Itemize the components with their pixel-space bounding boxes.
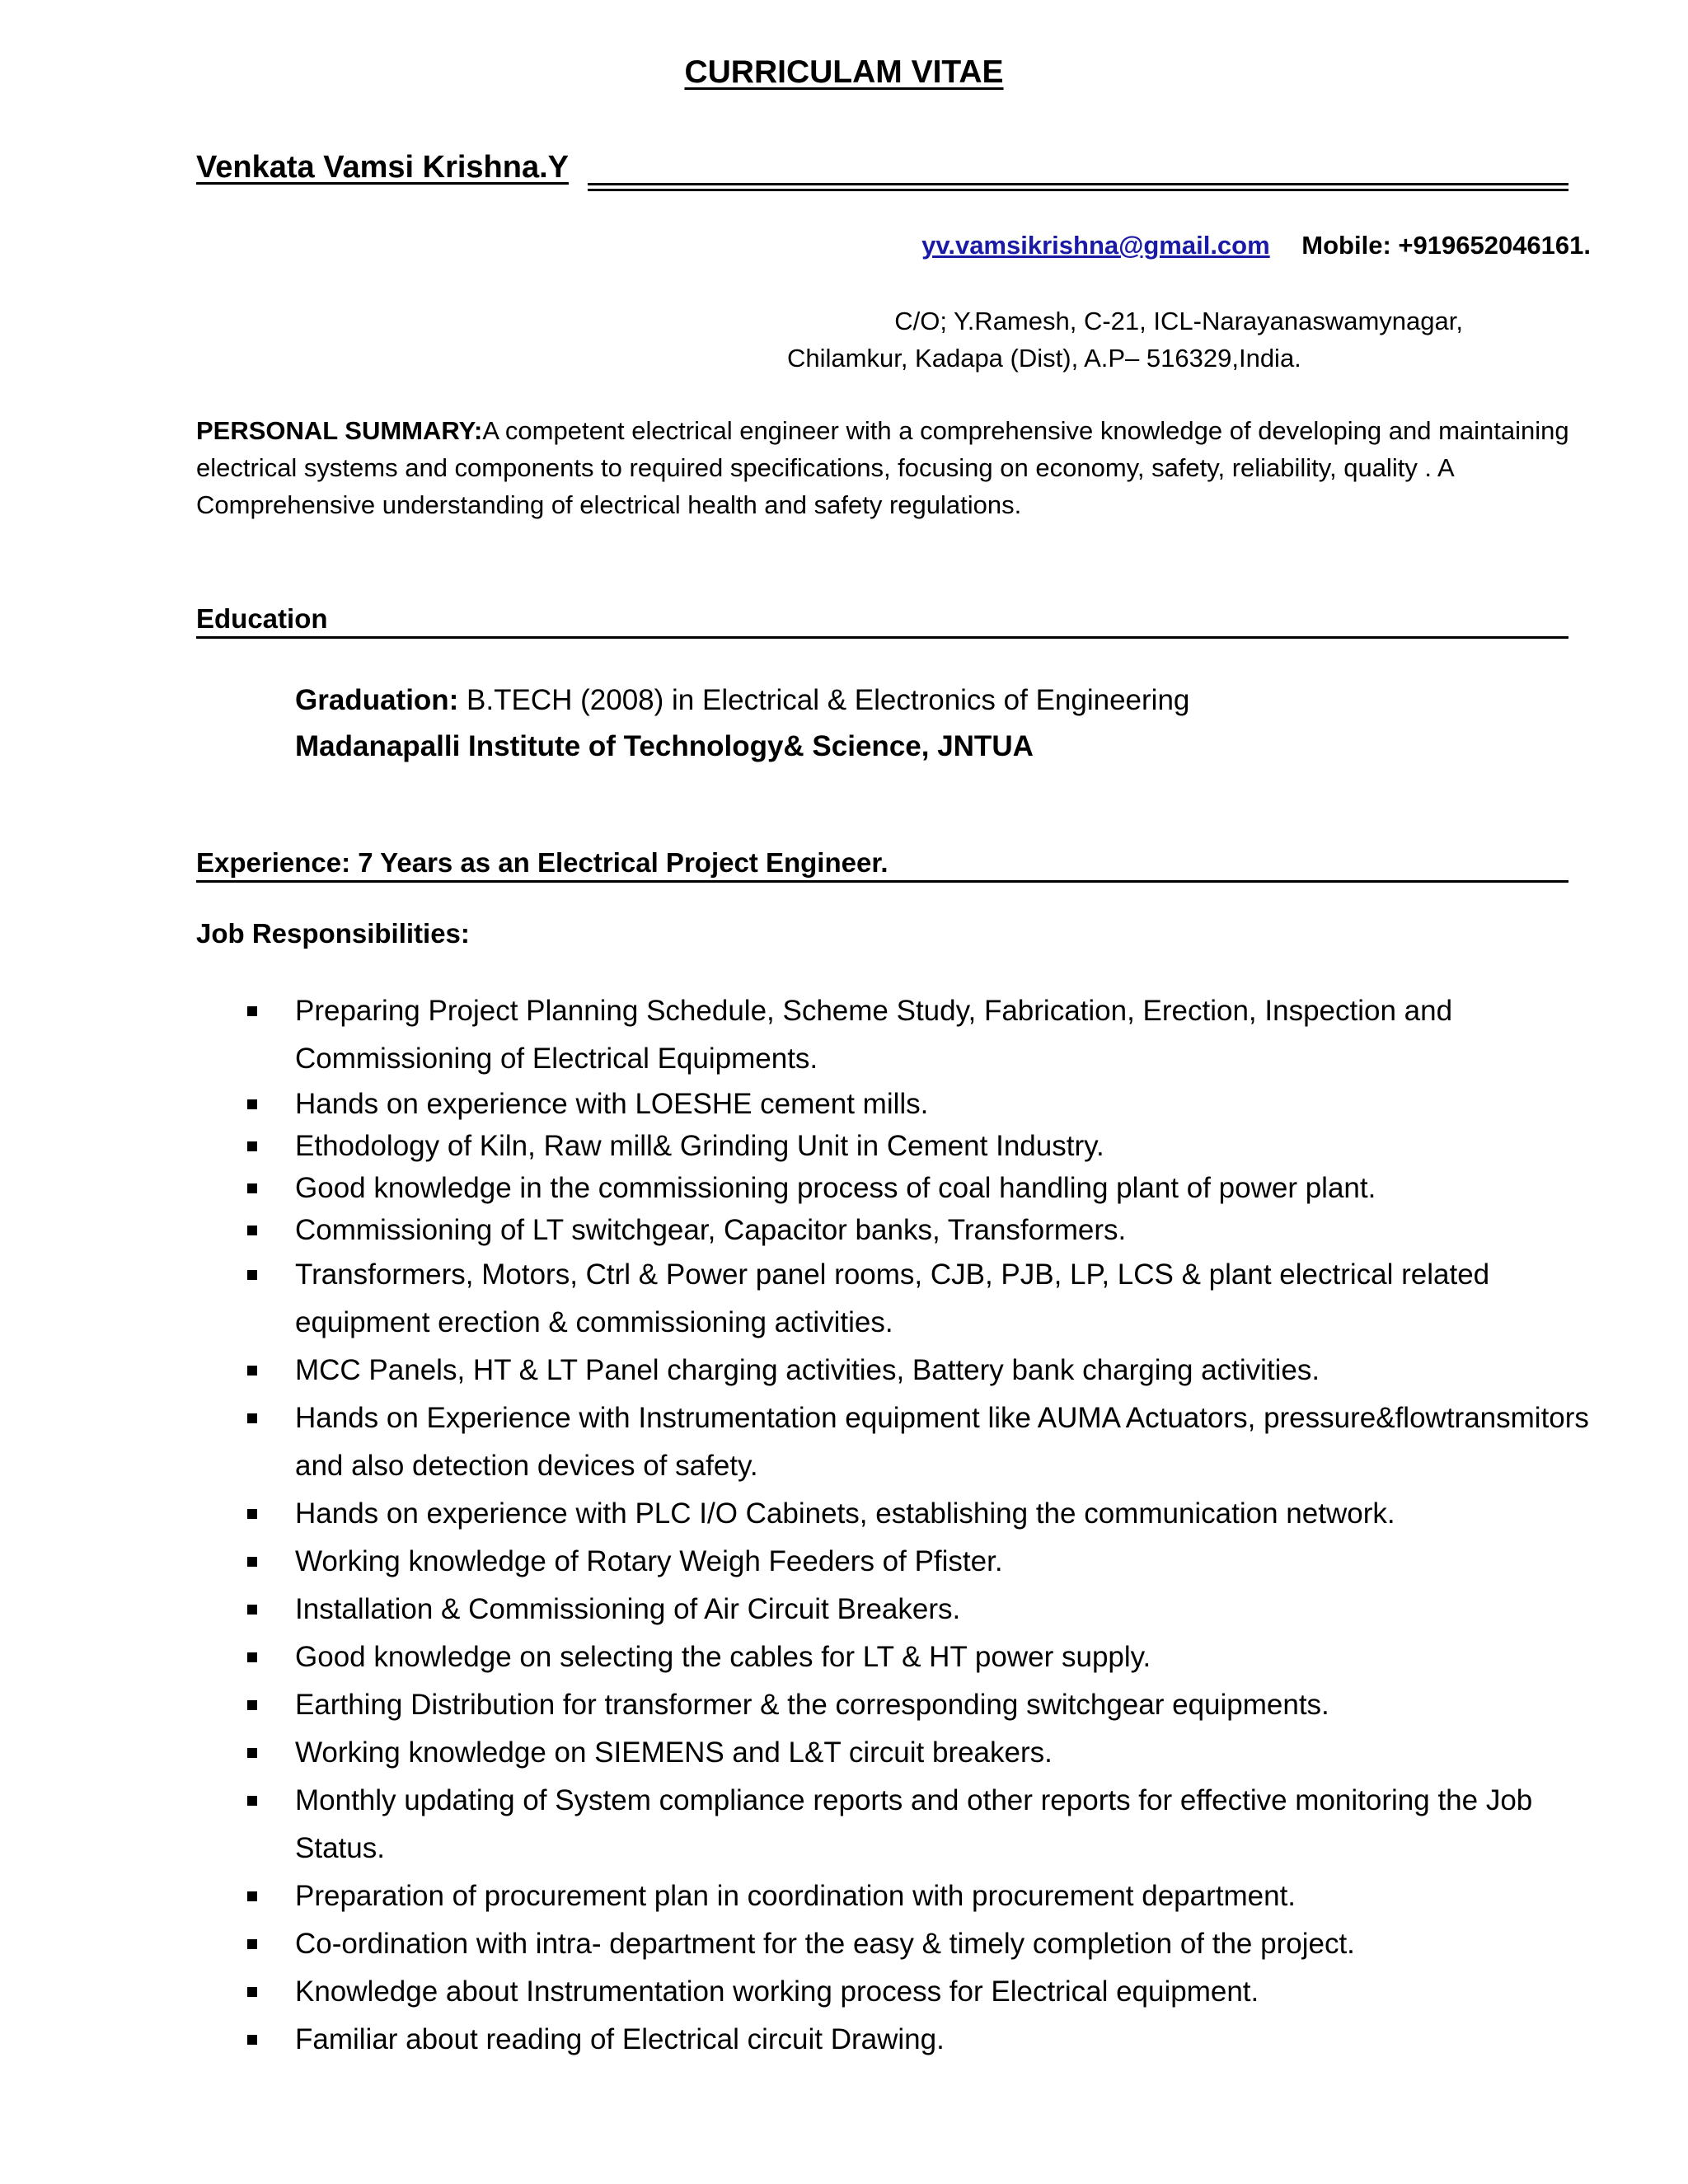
- list-item: Co-ordination with intra- department for the easy & timely completion of the project.: [0, 1920, 1688, 1968]
- summary-text: A competent electrical engineer with a comprehensive knowledge of developing and maintaining electrical systems and components to required specifications, focusing on economy, safety, reliability, quality . A Comprehensive understanding of electrical health and safety regulations.: [196, 416, 1569, 519]
- bullet-icon: [247, 1006, 257, 1016]
- list-item: Preparation of procurement plan in coordination with procurement department.: [0, 1872, 1688, 1920]
- bullet-icon: [247, 1700, 257, 1710]
- list-item: Hands on Experience with Instrumentation equipment like AUMA Actuators, pressure&flowtransmitors and also detection devices of safety.: [0, 1394, 1688, 1490]
- graduation-label: Graduation:: [295, 684, 459, 716]
- bullet-icon: [247, 1748, 257, 1758]
- name-row: [196, 150, 1568, 191]
- bullet-icon: [247, 1099, 257, 1109]
- bullet-icon: [247, 1509, 257, 1519]
- bullet-icon: [247, 1183, 257, 1193]
- list-item: Installation & Commissioning of Air Circuit Breakers.: [0, 1586, 1688, 1633]
- list-item: Monthly updating of System compliance reports and other reports for effective monitoring the Job Status.: [0, 1777, 1688, 1872]
- contact-line: [921, 231, 1591, 260]
- experience-heading: [196, 846, 1568, 883]
- graduation-text: B.TECH (2008) in Electrical & Electronics of Engineering: [458, 684, 1190, 716]
- bullet-icon: [247, 1226, 257, 1235]
- address-line-2: Chilamkur, Kadapa (Dist), A.P– 516329,India.: [787, 344, 1301, 373]
- list-item: Good knowledge on selecting the cables for LT & HT power supply.: [0, 1633, 1688, 1681]
- list-item: Hands on experience with PLC I/O Cabinets, establishing the communication network.: [0, 1490, 1688, 1538]
- bullet-icon: [247, 1987, 257, 1997]
- list-item: MCC Panels, HT & LT Panel charging activities, Battery bank charging activities.: [0, 1347, 1688, 1394]
- bullet-icon: [247, 1270, 257, 1280]
- name-divider: [588, 183, 1568, 191]
- list-item: Preparing Project Planning Schedule, Scheme Study, Fabrication, Erection, Inspection and Commissioning of Electrical Equipments.: [0, 987, 1688, 1083]
- document-title: CURRICULAM VITAE: [684, 54, 1004, 90]
- bullet-icon: [247, 1366, 257, 1376]
- mobile-number: Mobile: +919652046161.: [1301, 231, 1591, 260]
- bullet-icon: [247, 1557, 257, 1567]
- institute-name: Madanapalli Institute of Technology& Science, JNTUA: [295, 730, 1034, 762]
- list-item: Familiar about reading of Electrical circuit Drawing.: [0, 2016, 1688, 2064]
- candidate-name: Venkata Vamsi Krishna.Y: [196, 150, 570, 185]
- education-heading: [196, 602, 1568, 639]
- bullet-icon: [247, 1605, 257, 1615]
- list-item: Knowledge about Instrumentation working process for Electrical equipment.: [0, 1968, 1688, 2016]
- education-entry: [295, 677, 1189, 770]
- job-responsibilities-heading: Job Responsibilities:: [196, 918, 470, 949]
- email-link[interactable]: yv.vamsikrishna@gmail.com: [921, 231, 1270, 260]
- list-item: Transformers, Motors, Ctrl & Power panel rooms, CJB, PJB, LP, LCS & plant electrical related equipment erection & commissioning activities.: [0, 1251, 1688, 1347]
- address-line-1: C/O; Y.Ramesh, C-21, ICL-Narayanaswamynagar,: [894, 307, 1463, 335]
- list-item: Hands on experience with LOESHE cement mills.: [0, 1083, 1688, 1125]
- list-item: Working knowledge of Rotary Weigh Feeders of Pfister.: [0, 1538, 1688, 1586]
- list-item: Commissioning of LT switchgear, Capacitor banks, Transformers.: [0, 1209, 1688, 1251]
- education-heading-text: Education: [196, 603, 328, 634]
- bullet-icon: [247, 1652, 257, 1662]
- bullet-icon: [247, 1413, 257, 1423]
- address-block: [787, 302, 1529, 377]
- list-item: Working knowledge on SIEMENS and L&T circuit breakers.: [0, 1729, 1688, 1777]
- experience-heading-text: Experience: 7 Years as an Electrical Project Engineer.: [196, 847, 889, 878]
- personal-summary: [196, 412, 1581, 523]
- responsibilities-list: [0, 987, 1688, 2064]
- bullet-icon: [247, 2035, 257, 2045]
- list-item: Earthing Distribution for transformer & the corresponding switchgear equipments.: [0, 1681, 1688, 1729]
- list-item: Good knowledge in the commissioning process of coal handling plant of power plant.: [0, 1167, 1688, 1209]
- bullet-icon: [247, 1939, 257, 1949]
- bullet-icon: [247, 1891, 257, 1901]
- summary-label: PERSONAL SUMMARY:: [196, 416, 483, 445]
- bullet-icon: [247, 1141, 257, 1151]
- bullet-icon: [247, 1796, 257, 1806]
- list-item: Ethodology of Kiln, Raw mill& Grinding Unit in Cement Industry.: [0, 1125, 1688, 1167]
